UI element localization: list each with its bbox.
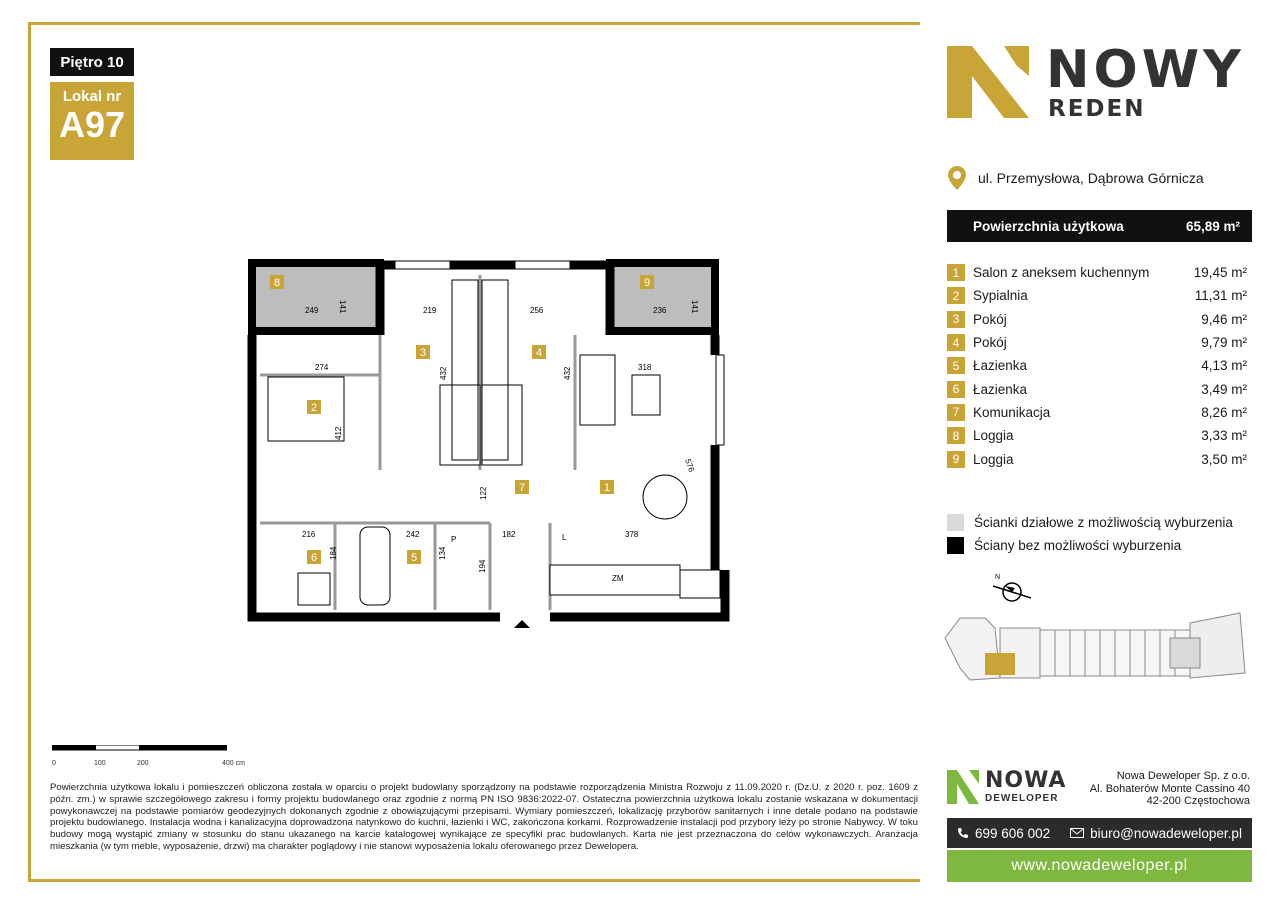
room-tag-8: 8 [273,277,281,289]
room-name: Pokój [973,311,1007,327]
floor-plan [240,255,740,635]
room-name: Loggia [973,451,1014,467]
dim-label: 256 [530,306,544,315]
room-area: 9,46 m² [1201,311,1247,327]
entrance-arrow [514,620,530,628]
room-area: 9,79 m² [1201,335,1247,351]
room-name: Komunikacja [973,404,1051,420]
developer-sub: DEWELOPER [985,793,1059,804]
list-item [947,401,1247,424]
contact-bar [947,818,1252,848]
dim-label: 274 [315,363,329,372]
room-tag-3: 3 [419,347,427,359]
loggia-9 [610,263,715,331]
room-tag-1: 1 [603,482,611,494]
fridge-label: P [451,535,457,544]
room-number: 2 [947,287,965,304]
company-street: Al. Bohaterów Monte Cassino 40 [1089,782,1250,795]
sink-label: L [562,533,567,542]
legend-label: Ścianki działowe z możliwością wyburzenia [974,515,1233,530]
phone-number: 699 606 002 [975,825,1051,841]
window [716,355,724,445]
dim-label: 182 [502,530,516,539]
bed [268,377,344,441]
room-number: 5 [947,357,965,374]
dim-label: 318 [638,363,652,372]
company-city: 42-200 Częstochowa [1146,795,1250,807]
address-text: ul. Przemysłowa, Dąbrowa Górnicza [978,170,1204,186]
brand-name: NOWY [1046,40,1245,100]
site-map-icon [940,608,1255,683]
room-tag-5: 5 [410,552,418,564]
room-list [947,261,1247,471]
email-address: biuro@nowadeweloper.pl [1090,825,1242,841]
room-name: Łazienka [973,381,1028,397]
email-contact[interactable] [1070,826,1242,841]
room-area: 19,45 m² [1193,265,1247,281]
appliance-label: ZM [612,574,624,583]
dim-label: 219 [423,306,437,315]
dim-label: 242 [406,530,420,539]
address [948,166,1204,190]
website-link[interactable]: www.nowadeweloper.pl [947,850,1252,882]
room-name: Loggia [973,428,1014,444]
room-name: Pokój [973,335,1007,351]
room-area: 11,31 m² [1194,288,1247,304]
room-tag-7: 7 [518,482,526,494]
sofa [580,355,615,425]
dim-label: 122 [479,486,488,500]
room-area: 3,50 m² [1201,451,1247,467]
area-label: Powierzchnia użytkowa [973,218,1124,234]
dim-label: 236 [653,306,667,315]
room-name: Sypialnia [973,288,1028,304]
bed [482,385,522,465]
fridge [680,570,720,598]
dim-label: 194 [478,559,487,573]
mail-icon [1070,828,1084,838]
scale-tick: 200 [137,760,149,767]
list-item [947,354,1247,377]
dim-label: 141 [690,300,699,314]
dim-label: 216 [302,530,316,539]
frame-left-border [28,22,31,882]
usable-area-bar [947,210,1252,242]
wall-legend [947,511,1233,557]
disclaimer-text: Powierzchnia użytkowa lokalu i pomieszczeń obliczona została w oparciu o projekt budowlany sporządzony na podstawie rozporządzenia Ministra Rozwoju z 11.09.2020 r. (Dz.U. z 2020 r. poz. 1609 z późn. zm.) w sprawie szczegółowego zakresu i formy projektu budowlanego oraz zgodnie z normą PN ISO 9836:2022-07. Ostateczna powierzchnia użytkowa lokalu zostanie wskazana w dokumentacji powykonawczej na podstawie pomiarów geodezyjnych dokonanych zgodnie z obowiązującymi przepisami. Wymiary pomieszczeń, lokalizację przyborów sanitarnych i inne detale podano na podstawie projektu budowlanego. Instalacja wodna i kanalizacyjna doprowadzona natynkowo do kuchni, łazienki i WC, zakończona korkami. Rozprowadzenie instalacji pod przybory leży po stronie Nabywcy. W toku budowy mogą wystąpić zmiany w stosunku do stanu ukazanego na karcie katalogowej wynikające ze specyfiki prac budowlanych. Karta nie jest przeznaczona do celów wykonawczych. Aranżacja mieszkania (w tym meble, wyposażenie, drzwi) ma charakter poglądowy i nie stanowi wyposażenia lokalu oferowanego przez Dewelopera. [50,782,918,852]
room-tag-9: 9 [643,277,651,289]
room-area: 4,13 m² [1201,358,1247,374]
room-number: 7 [947,404,965,421]
phone-icon [957,827,969,839]
dim-label: 432 [563,366,572,380]
window [395,261,450,269]
dim-label: 184 [329,546,338,560]
nowa-deweloper-logo-icon [947,770,979,804]
unit-badge [50,82,134,160]
room-number: 4 [947,334,965,351]
company-address [1090,770,1250,808]
coffee-table [632,375,660,415]
room-number: 8 [947,427,965,444]
room-number: 3 [947,311,965,328]
room-number: 1 [947,264,965,281]
area-value: 65,89 m² [1185,218,1240,234]
window [515,261,570,269]
room-area: 3,33 m² [1201,428,1247,444]
scale-tick: 400 cm [222,760,245,767]
room-number: 9 [947,451,965,468]
room-number: 6 [947,381,965,398]
room-name: Salon z aneksem kuchennym [973,265,1150,281]
scale-tick: 100 [94,760,106,767]
dim-label: 249 [305,306,319,315]
developer-name: NOWA [985,768,1067,793]
room-area: 8,26 m² [1201,404,1247,420]
company-name: Nowa Deweloper Sp. z o.o. [1116,770,1250,782]
list-item [947,424,1247,447]
list-item [947,377,1247,400]
floor-badge: Piętro 10 [50,48,134,76]
dim-label: 134 [438,546,447,560]
legend-swatch [947,514,964,531]
legend-label: Ściany bez możliwości wyburzenia [974,538,1182,553]
room-tag-6: 6 [310,552,318,564]
list-item [947,331,1247,354]
brand-sub: REDEN [1048,96,1146,122]
loggia-8 [252,263,380,331]
unit-number: A97 [58,104,126,145]
dim-label: 412 [334,426,343,440]
outer-wall-top [380,263,610,335]
frame-bottom-border [28,879,920,882]
legend-item [947,534,1233,557]
room-tag-4: 4 [535,347,543,359]
compass-label: N [995,574,1001,581]
dining-table [643,475,687,519]
dim-label: 141 [338,300,347,314]
bed [440,385,480,465]
dim-label: 432 [439,366,448,380]
legend-item [947,511,1233,534]
nowy-reden-logo-icon [947,46,1029,118]
list-item [947,261,1247,284]
location-pin-icon [948,166,966,190]
unit-label: Lokal nr [62,88,122,105]
list-item [947,284,1247,307]
dim-label: 576 [683,457,697,474]
shower [298,573,330,605]
bathtub [360,527,390,605]
list-item [947,308,1247,331]
room-area: 3,49 m² [1201,381,1247,397]
room-name: Łazienka [973,358,1028,374]
frame-top-border [28,22,920,25]
legend-swatch [947,537,964,554]
scale-tick: 0 [52,760,56,767]
room-tag-2: 2 [310,402,318,414]
compass-icon [985,570,1035,610]
list-item [947,447,1247,470]
phone-contact[interactable] [957,826,1050,841]
dim-label: 378 [625,530,639,539]
